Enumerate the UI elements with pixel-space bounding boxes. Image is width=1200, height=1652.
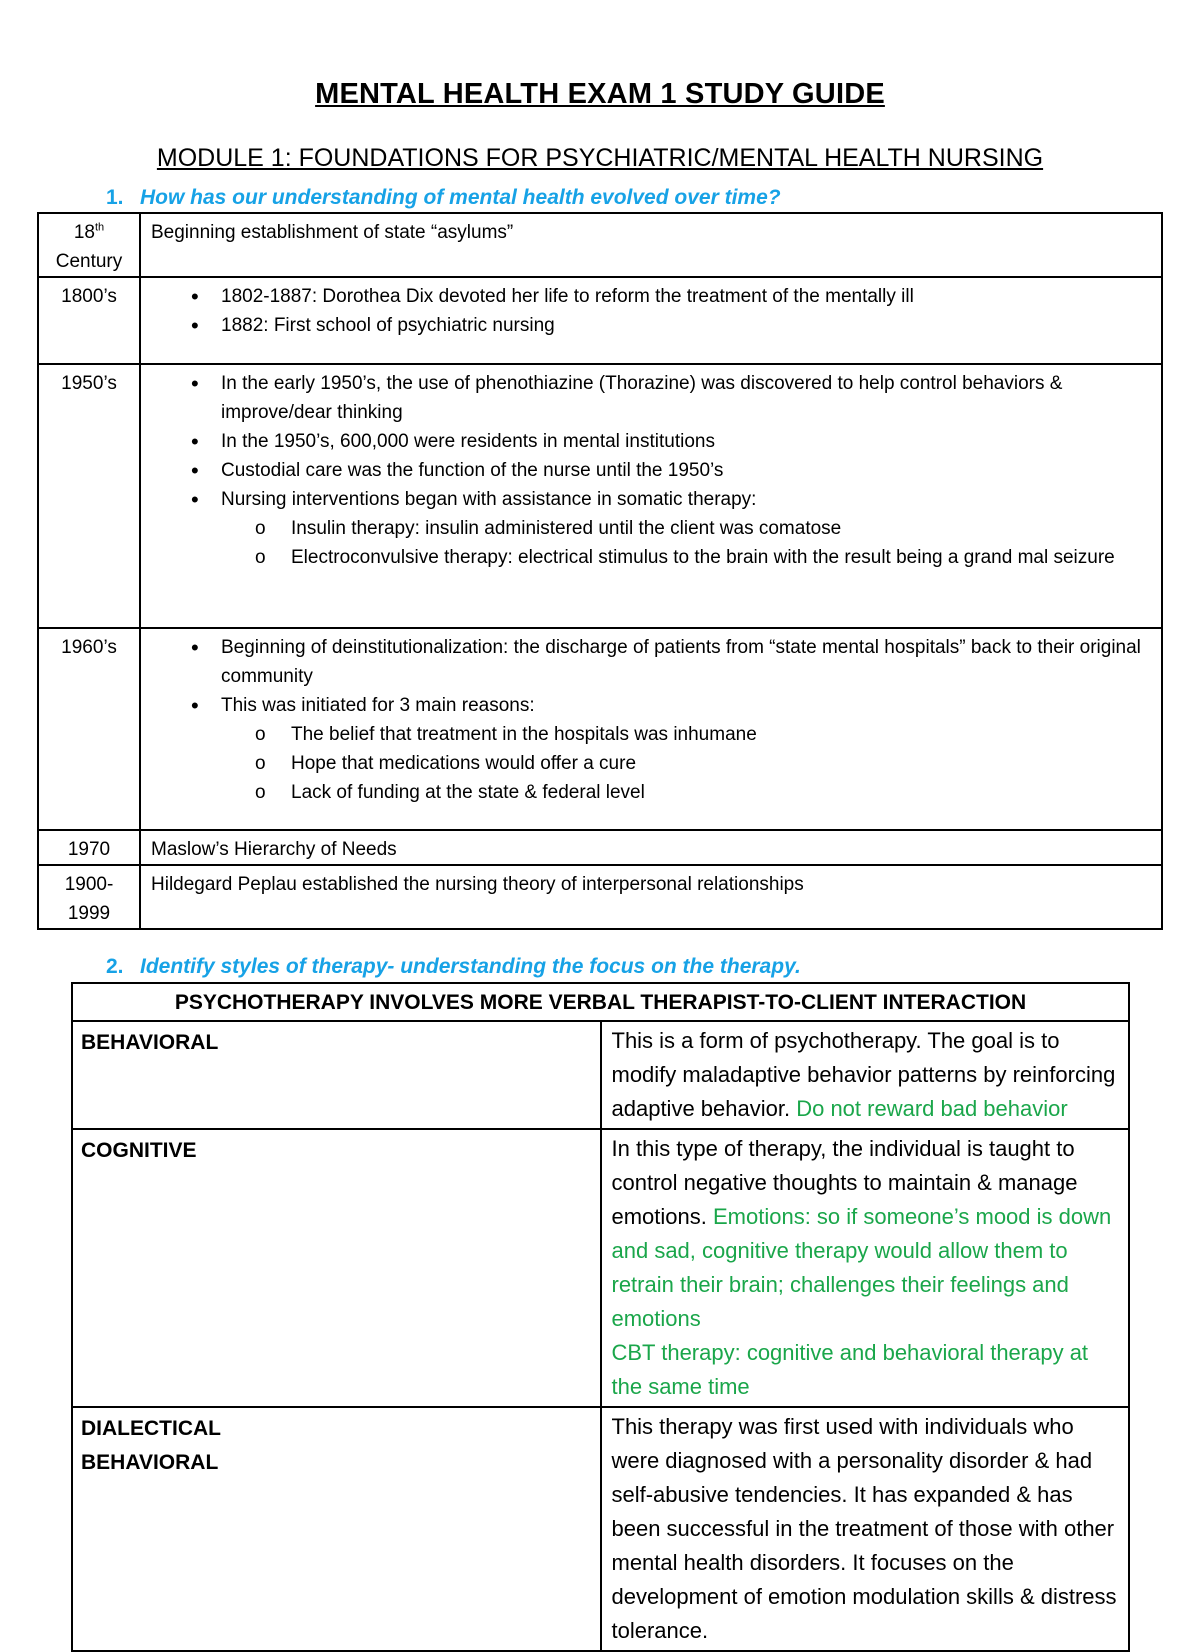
sub-list-item: o Hope that medications would offer a cure xyxy=(291,749,1153,778)
document-title: MENTAL HEALTH EXAM 1 STUDY GUIDE xyxy=(315,78,885,110)
history-timeline-table xyxy=(37,212,1163,930)
era-cell: 1900-1999 xyxy=(38,865,140,929)
description-cell xyxy=(140,277,1162,364)
era-cell: 1800’s xyxy=(38,277,140,364)
question-2-number: 2. xyxy=(106,955,124,978)
therapy-styles-table xyxy=(71,982,1130,1652)
sub-list-item: o Lack of funding at the state & federal level xyxy=(291,778,1153,807)
list-item: • 1802-1887: Dorothea Dix devoted her life to reform the treatment of the mentally ill xyxy=(221,282,1153,311)
sub-list-item: o Insulin therapy: insulin administered until the client was comatose xyxy=(291,514,1153,543)
era-cell: 1960’s xyxy=(38,628,140,830)
list-item: • In the early 1950’s, the use of phenothiazine (Thorazine) was discovered to help control behaviors & improve/dear thinking xyxy=(221,369,1153,427)
therapy-label: DIALECTICAL BEHAVIORAL xyxy=(72,1407,601,1651)
description-cell: Maslow’s Hierarchy of Needs xyxy=(140,830,1162,865)
therapy-description: This is a form of psychotherapy. The goal is to modify maladaptive behavior patterns by reinforcing adaptive behavior. Do not reward bad behavior xyxy=(601,1021,1130,1129)
list-item: • In the 1950’s, 600,000 were residents in mental institutions xyxy=(221,427,1153,456)
era-cell: 1970 xyxy=(38,830,140,865)
table-row xyxy=(38,628,1162,830)
sub-list-item: o The belief that treatment in the hospitals was inhumane xyxy=(291,720,1153,749)
question-1-heading xyxy=(106,186,781,210)
description-cell xyxy=(140,364,1162,628)
description-cell: Hildegard Peplau established the nursing theory of interpersonal relationships xyxy=(140,865,1162,929)
list-item: • Beginning of deinstitutionalization: the discharge of patients from “state mental hospitals” back to their original community xyxy=(221,633,1153,691)
table-row xyxy=(72,1021,1129,1129)
list-item: • Custodial care was the function of the nurse until the 1950’s xyxy=(221,456,1153,485)
description-cell: Beginning establishment of state “asylums” xyxy=(140,213,1162,277)
table-row xyxy=(38,213,1162,277)
list-item: • Nursing interventions began with assistance in somatic therapy: o Insulin therapy: insulin administered until the client was comatose o Electroconvulsive therapy: electrical stimulus to the brain with the result being a grand mal seizure xyxy=(221,485,1153,572)
module-title: MODULE 1: FOUNDATIONS FOR PSYCHIATRIC/MENTAL HEALTH NURSING xyxy=(156,144,1044,172)
table-row xyxy=(38,865,1162,929)
list-item: • This was initiated for 3 main reasons: o The belief that treatment in the hospitals was inhumane o Hope that medications would offer a cure o Lack of funding at the state & federal level xyxy=(221,691,1153,807)
therapy-label: COGNITIVE xyxy=(72,1129,601,1407)
study-note: CBT therapy: cognitive and behavioral therapy at the same time xyxy=(611,1340,1089,1399)
era-cell: 18th Century xyxy=(38,213,140,277)
table-row xyxy=(38,277,1162,364)
table-row xyxy=(72,983,1129,1021)
table-row xyxy=(72,1129,1129,1407)
therapy-description: In this type of therapy, the individual is taught to control negative thoughts to maintain & manage emotions. Emotions: so if someone’s mood is down and sad, cognitive therapy would allow them to retrain their brain; challenges their feelings and emotions CBT therapy: cognitive and behavioral therapy at the same time xyxy=(601,1129,1130,1407)
therapy-description: This therapy was first used with individuals who were diagnosed with a personality disorder & had self-abusive tendencies. It has expanded & has been successful in the treatment of those with other mental health disorders. It focuses on the development of emotion modulation skills & distress tolerance. xyxy=(601,1407,1130,1651)
therapy-label: BEHAVIORAL xyxy=(72,1021,601,1129)
table-row xyxy=(72,1407,1129,1651)
question-2-heading xyxy=(106,955,801,979)
list-item: • 1882: First school of psychiatric nursing xyxy=(221,311,1153,340)
study-note: Do not reward bad behavior xyxy=(796,1096,1068,1121)
therapy-table-header: PSYCHOTHERAPY INVOLVES MORE VERBAL THERAPIST-TO-CLIENT INTERACTION xyxy=(72,983,1129,1021)
table-row xyxy=(38,364,1162,628)
question-2-text: Identify styles of therapy- understanding the focus on the therapy. xyxy=(140,955,801,978)
question-1-text: How has our understanding of mental health evolved over time? xyxy=(140,186,781,209)
era-cell: 1950’s xyxy=(38,364,140,628)
description-cell xyxy=(140,628,1162,830)
table-row xyxy=(38,830,1162,865)
sub-list-item: o Electroconvulsive therapy: electrical stimulus to the brain with the result being a grand mal seizure xyxy=(291,543,1153,572)
question-1-number: 1. xyxy=(106,186,124,209)
study-note: Emotions: so if someone’s mood is down and sad, cognitive therapy would allow them to retrain their brain; challenges their feelings and emotions xyxy=(611,1204,1112,1331)
